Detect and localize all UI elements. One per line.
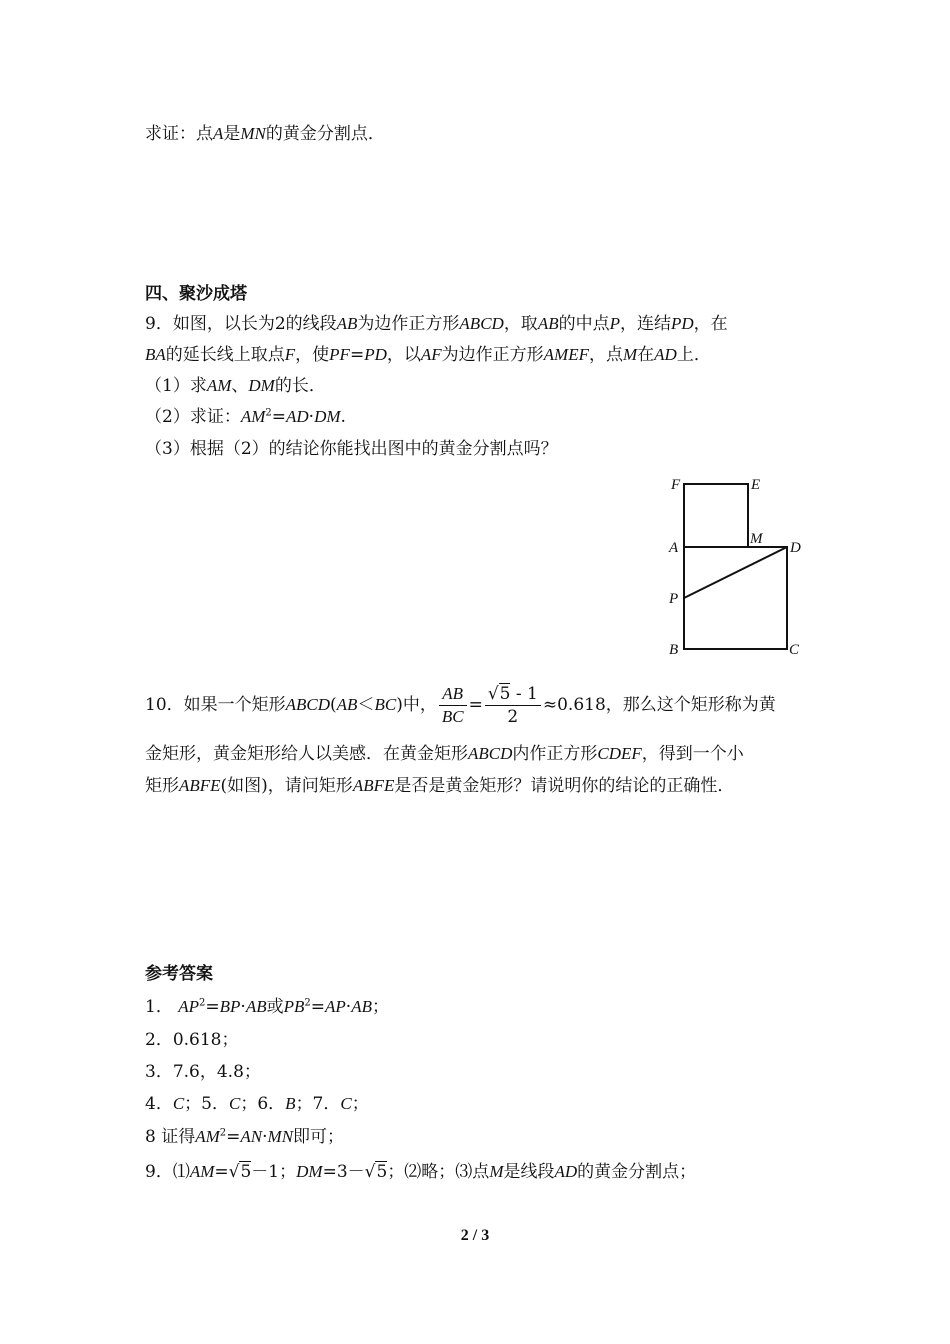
text: · (240, 997, 246, 1017)
label-b: B (669, 642, 679, 658)
text: 在 (637, 345, 655, 365)
square-abcd (684, 547, 787, 649)
var: C (340, 1094, 352, 1113)
text: 、 (231, 376, 249, 396)
var: CDEF (597, 744, 642, 763)
text: = (214, 1162, 229, 1182)
var: ABCD (468, 744, 513, 763)
answer-1 (145, 995, 389, 1019)
var: C (229, 1094, 241, 1113)
var: AMEF (543, 345, 589, 364)
var: AM (206, 376, 232, 395)
text: 是 (223, 124, 241, 144)
text: )中， (396, 695, 437, 715)
text: ，以 (386, 345, 421, 365)
label-d: D (790, 540, 801, 556)
var: PD (364, 345, 387, 364)
var: AD (554, 1162, 578, 1181)
text: 即可； (293, 1127, 345, 1147)
text: = (310, 997, 326, 1017)
var: AB (336, 314, 358, 333)
q10-line-3 (145, 774, 734, 798)
var: DM (314, 407, 341, 426)
var: ABFE (352, 776, 395, 795)
answer-3: 3．7.6，4.8； (145, 1062, 261, 1082)
var: A (213, 124, 224, 143)
text: 8 证得 (145, 1127, 196, 1147)
text: = (205, 997, 220, 1017)
text: 9．⑴ (145, 1162, 190, 1182)
fraction-ab-bc (439, 683, 467, 728)
text: · (345, 997, 352, 1017)
answer-9: 9．⑴AM=√5－1；DM=3－√5；⑵略；⑶点M是线段AD的黄金分割点； (145, 1162, 697, 1182)
var: ABCD (285, 695, 331, 714)
square-amef (684, 484, 748, 547)
q10-line-1 (145, 683, 776, 728)
q9-line-4 (145, 405, 346, 429)
var: BP (219, 997, 241, 1016)
fraction-golden (485, 683, 541, 728)
segment-pd (684, 547, 787, 598)
superscript: 2 (219, 1127, 227, 1139)
q9-line-5: （3）根据（2）的结论你能找出图中的黄金分割点吗？ (145, 439, 558, 459)
text: 为边作正方形 (357, 314, 460, 334)
text: （1）求 (145, 376, 207, 396)
var: AD (286, 407, 309, 426)
radicand: 5 (376, 1162, 388, 1182)
text: 10．如果一个矩形 (145, 695, 286, 715)
text: 的延长线上取点 (165, 345, 285, 365)
var: AD (654, 345, 677, 364)
var: F (284, 345, 296, 364)
text: ；6． (240, 1094, 286, 1114)
page-number: 2 / 3 (460, 1227, 490, 1244)
var: ABFE (179, 776, 221, 795)
text: ，取 (503, 314, 538, 334)
answers-title: 参考答案 (145, 964, 213, 984)
var: AP (178, 997, 200, 1016)
var: AF (420, 345, 442, 364)
superscript: 2 (199, 997, 206, 1009)
text: 的黄金分割点； (577, 1162, 697, 1182)
text: ，点 (588, 345, 623, 365)
text: 的黄金分割点． (265, 124, 385, 144)
square-figure (660, 470, 820, 660)
answer-2: 2．0.618； (145, 1030, 239, 1050)
denominator: BC (441, 707, 464, 726)
var: DM (296, 1162, 323, 1181)
text: ，得到一个小 (641, 744, 744, 764)
q9-line-3 (145, 374, 326, 398)
var: AB (537, 314, 559, 333)
var: B (285, 1094, 296, 1113)
var: DM (248, 376, 275, 395)
radicand: 5 (499, 684, 511, 704)
label-a: A (669, 540, 679, 556)
text: ( (330, 695, 337, 715)
text: （2）求证： (145, 407, 241, 427)
var: AM (189, 1162, 215, 1181)
text: = (271, 407, 286, 427)
numerator: √5 - 1 (485, 683, 541, 706)
label-c: C (789, 642, 800, 658)
label-f: F (671, 477, 681, 493)
text: ； (351, 1094, 369, 1114)
var: AB (336, 695, 358, 714)
text: . (340, 407, 346, 427)
text: ；5． (184, 1094, 229, 1114)
text: 9．如图，以长为2的线段 (145, 314, 337, 334)
var: BC (374, 695, 397, 714)
answer-4-7 (145, 1092, 369, 1116)
text: · (308, 407, 315, 427)
answer-8 (145, 1125, 344, 1149)
radicand: 5 (240, 1162, 252, 1182)
text: 4． (145, 1094, 173, 1114)
text: 上． (676, 345, 711, 365)
text: (如图)，请问矩形 (220, 776, 353, 796)
var: MN (240, 124, 266, 143)
text: 矩形 (145, 776, 179, 796)
text: 或 (266, 997, 284, 1017)
denominator: 2 (507, 707, 519, 727)
text: 是线段 (503, 1162, 555, 1182)
text: 的中点 (558, 314, 610, 334)
var: PD (670, 314, 694, 333)
text: ； (371, 997, 389, 1017)
text: · (262, 1127, 268, 1147)
text: 求证：点 (145, 124, 213, 144)
var: MN (267, 1127, 294, 1146)
q9-line-1 (145, 312, 728, 336)
text: =3－ (322, 1162, 365, 1182)
text: ，使 (295, 345, 330, 365)
var: M (489, 1162, 504, 1181)
var: AM (195, 1127, 220, 1146)
var: M (622, 345, 638, 364)
var: AB (351, 997, 372, 1016)
text: 的长． (274, 376, 326, 396)
text: ≈0.618，那么这个矩形称为黄 (542, 695, 776, 715)
numerator: AB (439, 683, 467, 706)
var: PF (329, 345, 350, 364)
text: - 1 (515, 684, 538, 704)
var: P (609, 314, 620, 333)
text: ，在 (693, 314, 728, 334)
text: 金矩形，黄金矩形给人以美感．在黄金矩形 (145, 744, 468, 764)
var: BA (145, 345, 166, 364)
text: ＜ (357, 695, 375, 715)
section-title: 四、聚沙成塔 (145, 284, 247, 304)
var: PB (283, 997, 305, 1016)
var: AB (245, 997, 267, 1016)
var: AN (240, 1127, 263, 1146)
var: AP (325, 997, 346, 1016)
var: C (172, 1094, 185, 1113)
label-m: M (750, 531, 763, 547)
text: ；7． (295, 1094, 341, 1114)
text: ；⑵略；⑶点 (387, 1162, 490, 1182)
text: = (226, 1127, 241, 1147)
text: ，连结 (619, 314, 671, 334)
proof-statement (145, 122, 385, 146)
var: ABCD (459, 314, 504, 333)
var: AM (240, 407, 266, 426)
superscript: 2 (265, 407, 272, 419)
superscript: 2 (304, 997, 311, 1009)
text: 是否是黄金矩形？请说明你的结论的正确性． (394, 776, 735, 796)
text: 为边作正方形 (441, 345, 544, 365)
label-p: P (669, 591, 679, 607)
text: －1； (251, 1162, 297, 1182)
text: = (468, 695, 483, 715)
q10-line-2 (145, 742, 744, 766)
text: 内作正方形 (512, 744, 598, 764)
text: 1． (145, 997, 173, 1017)
text: = (349, 345, 365, 365)
q9-line-2 (145, 343, 711, 367)
label-e: E (751, 477, 761, 493)
